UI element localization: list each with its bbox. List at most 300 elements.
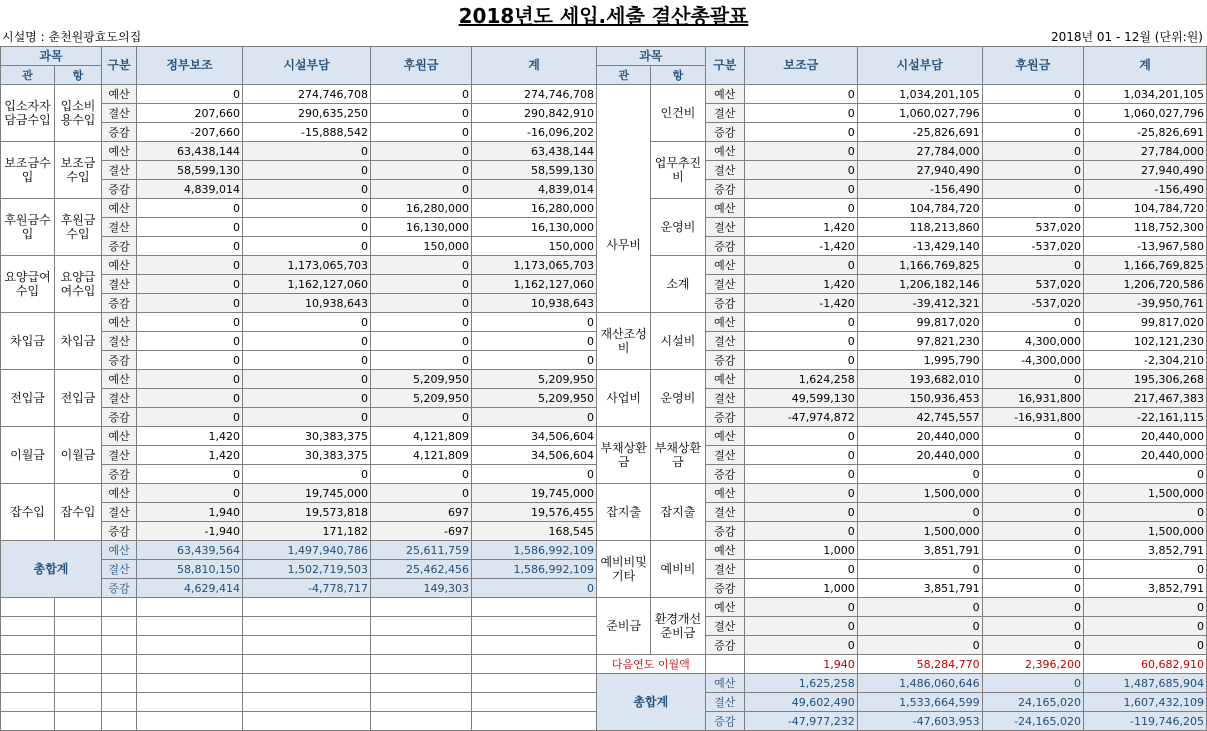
total-value-cell: -4,778,717 xyxy=(243,579,371,598)
expenditure-row xyxy=(597,85,1207,104)
value-cell: 0 xyxy=(472,465,597,484)
value-cell: 1,500,000 xyxy=(857,484,982,503)
value-cell: 0 xyxy=(1084,503,1207,522)
row-type-cell: 결산 xyxy=(705,275,744,294)
value-cell: 20,440,000 xyxy=(1084,446,1207,465)
empty-cell xyxy=(1,636,55,655)
empty-cell xyxy=(1,674,55,693)
empty-cell xyxy=(371,674,472,693)
total-value-cell: 0 xyxy=(982,674,1083,693)
value-cell: 0 xyxy=(982,123,1083,142)
revenue-hang-cell: 이월금 xyxy=(55,427,102,484)
row-type-cell: 증감 xyxy=(705,522,744,541)
value-cell: 0 xyxy=(857,598,982,617)
revenue-gwan-cell: 이월금 xyxy=(1,427,55,484)
carryover-value: 2,396,200 xyxy=(982,655,1083,674)
gwan-header: 관 xyxy=(1,66,55,85)
value-cell: -16,096,202 xyxy=(472,123,597,142)
carryover-value: 1,940 xyxy=(744,655,857,674)
value-cell: 0 xyxy=(243,465,371,484)
value-cell: 1,162,127,060 xyxy=(472,275,597,294)
value-cell: 1,206,182,146 xyxy=(857,275,982,294)
value-cell: -15,888,542 xyxy=(243,123,371,142)
empty-cell xyxy=(243,712,371,731)
value-cell: 1,000 xyxy=(744,579,857,598)
total-value-cell: 63,439,564 xyxy=(137,541,243,560)
carryover-label: 다음연도 이월액 xyxy=(597,655,706,674)
row-type-cell: 예산 xyxy=(705,427,744,446)
row-type-cell: 예산 xyxy=(705,598,744,617)
expenditure-row xyxy=(597,370,1207,389)
row-type-cell: 예산 xyxy=(102,541,137,560)
revenue-gwan-cell: 보조금수입 xyxy=(1,142,55,199)
carryover-value: 60,682,910 xyxy=(1084,655,1207,674)
value-cell: 0 xyxy=(472,408,597,427)
value-cell: 0 xyxy=(857,503,982,522)
row-type-cell: 예산 xyxy=(102,370,137,389)
value-cell: 0 xyxy=(472,313,597,332)
value-cell: 0 xyxy=(744,351,857,370)
empty-row xyxy=(1,598,597,617)
value-cell: 63,438,144 xyxy=(137,142,243,161)
total-value-cell: 49,602,490 xyxy=(744,693,857,712)
expenditure-table xyxy=(596,46,1207,731)
expenditure-row xyxy=(597,427,1207,446)
value-cell: 0 xyxy=(137,465,243,484)
value-cell: 0 xyxy=(744,636,857,655)
value-cell: -697 xyxy=(371,522,472,541)
row-type-cell: 예산 xyxy=(102,313,137,332)
total-value-cell: 0 xyxy=(472,579,597,598)
value-cell: 3,851,791 xyxy=(857,541,982,560)
value-cell: 0 xyxy=(982,370,1083,389)
revenue-row xyxy=(1,370,597,389)
expenditure-row xyxy=(597,598,1207,617)
value-cell: 16,130,000 xyxy=(371,218,472,237)
empty-cell xyxy=(137,674,243,693)
value-cell: -22,161,115 xyxy=(1084,408,1207,427)
value-cell: -2,304,210 xyxy=(1084,351,1207,370)
value-cell: 4,121,809 xyxy=(371,446,472,465)
value-cell: 19,573,818 xyxy=(243,503,371,522)
value-cell: 16,280,000 xyxy=(472,199,597,218)
value-cell: 1,173,065,703 xyxy=(243,256,371,275)
value-cell: 0 xyxy=(243,142,371,161)
row-type-cell: 예산 xyxy=(102,484,137,503)
value-cell: 19,745,000 xyxy=(472,484,597,503)
expenditure-hang-cell: 환경개선준비금 xyxy=(651,598,705,655)
expenditure-gwan-cell: 준비금 xyxy=(597,598,651,655)
revenue-row xyxy=(1,484,597,503)
subject-header: 과목 xyxy=(597,47,706,66)
value-cell: 3,852,791 xyxy=(1084,579,1207,598)
value-cell: 0 xyxy=(857,617,982,636)
value-cell: -13,967,580 xyxy=(1084,237,1207,256)
exp-col-header: 후원금 xyxy=(982,47,1083,85)
total-value-cell: 1,607,432,109 xyxy=(1084,693,1207,712)
total-value-cell: 25,611,759 xyxy=(371,541,472,560)
row-type-cell: 결산 xyxy=(102,389,137,408)
row-type-cell: 증감 xyxy=(102,579,137,598)
value-cell: 0 xyxy=(982,85,1083,104)
value-cell: -16,931,800 xyxy=(982,408,1083,427)
total-value-cell: -24,165,020 xyxy=(982,712,1083,731)
empty-cell xyxy=(55,674,102,693)
row-type-cell: 결산 xyxy=(102,104,137,123)
total-value-cell: 1,502,719,503 xyxy=(243,560,371,579)
value-cell: 63,438,144 xyxy=(472,142,597,161)
value-cell: 171,182 xyxy=(243,522,371,541)
total-value-cell: -119,746,205 xyxy=(1084,712,1207,731)
expenditure-hang-cell: 업무추진비 xyxy=(651,142,705,199)
total-value-cell: 1,486,060,646 xyxy=(857,674,982,693)
value-cell: 0 xyxy=(1084,465,1207,484)
revenue-hang-cell: 요양급여수입 xyxy=(55,256,102,313)
row-type-cell: 예산 xyxy=(705,313,744,332)
revenue-row xyxy=(1,427,597,446)
value-cell: 0 xyxy=(137,313,243,332)
value-cell: 4,839,014 xyxy=(137,180,243,199)
value-cell: 0 xyxy=(137,484,243,503)
row-type-cell: 증감 xyxy=(705,123,744,142)
value-cell: 1,000 xyxy=(744,541,857,560)
revenue-total-row xyxy=(1,541,597,560)
value-cell: 0 xyxy=(1084,636,1207,655)
value-cell: 0 xyxy=(243,332,371,351)
total-value-cell: 1,586,992,109 xyxy=(472,560,597,579)
expenditure-gwan-cell: 재산조성비 xyxy=(597,313,651,370)
expenditure-row xyxy=(597,199,1207,218)
row-type-cell: 증감 xyxy=(705,712,744,731)
empty-cell xyxy=(137,617,243,636)
expenditure-row xyxy=(597,484,1207,503)
value-cell: -4,300,000 xyxy=(982,351,1083,370)
expenditure-hang-cell: 부채상환금 xyxy=(651,427,705,484)
value-cell: 0 xyxy=(982,636,1083,655)
value-cell: 0 xyxy=(982,579,1083,598)
total-value-cell: 1,487,685,904 xyxy=(1084,674,1207,693)
row-type-cell: 결산 xyxy=(705,161,744,180)
expenditure-total-row xyxy=(597,674,1207,693)
value-cell: 0 xyxy=(137,370,243,389)
expenditure-row xyxy=(597,256,1207,275)
rev-col-header: 시설부담 xyxy=(243,47,371,85)
exp-col-header: 계 xyxy=(1084,47,1207,85)
value-cell: -1,940 xyxy=(137,522,243,541)
value-cell: 20,440,000 xyxy=(857,427,982,446)
empty-cell xyxy=(55,598,102,617)
value-cell: 0 xyxy=(1084,560,1207,579)
empty-cell xyxy=(1,693,55,712)
gubun-header: 구분 xyxy=(705,47,744,85)
value-cell: 49,599,130 xyxy=(744,389,857,408)
revenue-total-label: 총합계 xyxy=(1,541,102,598)
row-type-cell: 결산 xyxy=(102,218,137,237)
total-value-cell: 25,462,456 xyxy=(371,560,472,579)
value-cell: 0 xyxy=(982,446,1083,465)
exp-col-header: 시설부담 xyxy=(857,47,982,85)
value-cell: 0 xyxy=(744,85,857,104)
value-cell: 0 xyxy=(371,313,472,332)
value-cell: -156,490 xyxy=(1084,180,1207,199)
total-value-cell: -47,977,232 xyxy=(744,712,857,731)
row-type-cell: 예산 xyxy=(705,674,744,693)
total-value-cell: 1,497,940,786 xyxy=(243,541,371,560)
value-cell: 1,420 xyxy=(137,427,243,446)
revenue-gwan-cell: 후원금수입 xyxy=(1,199,55,256)
value-cell: 193,682,010 xyxy=(857,370,982,389)
empty-cell xyxy=(1,598,55,617)
gubun-header: 구분 xyxy=(102,47,137,85)
value-cell: 0 xyxy=(137,237,243,256)
empty-cell xyxy=(55,712,102,731)
empty-cell xyxy=(137,598,243,617)
value-cell: 27,940,490 xyxy=(1084,161,1207,180)
row-type-cell: 결산 xyxy=(705,503,744,522)
empty-cell xyxy=(371,712,472,731)
rev-col-header: 정부보조 xyxy=(137,47,243,85)
expenditure-row xyxy=(597,142,1207,161)
row-type-cell: 결산 xyxy=(705,332,744,351)
value-cell: 99,817,020 xyxy=(1084,313,1207,332)
empty-cell xyxy=(472,617,597,636)
period-label: 2018년 01 - 12월 (단위:원) xyxy=(1050,30,1203,44)
value-cell: 0 xyxy=(857,636,982,655)
row-type-cell: 예산 xyxy=(102,85,137,104)
carryover-value: 58,284,770 xyxy=(857,655,982,674)
value-cell: 290,635,250 xyxy=(243,104,371,123)
empty-cell xyxy=(102,655,137,674)
empty-cell xyxy=(371,617,472,636)
value-cell: 34,506,604 xyxy=(472,446,597,465)
empty-cell xyxy=(243,636,371,655)
value-cell: 42,745,557 xyxy=(857,408,982,427)
value-cell: 1,624,258 xyxy=(744,370,857,389)
row-type-cell: 증감 xyxy=(102,522,137,541)
value-cell: 5,209,950 xyxy=(472,370,597,389)
row-type-cell: 예산 xyxy=(102,142,137,161)
total-value-cell: -47,603,953 xyxy=(857,712,982,731)
value-cell: 0 xyxy=(371,294,472,313)
row-type-cell: 증감 xyxy=(102,408,137,427)
value-cell: 1,500,000 xyxy=(1084,484,1207,503)
value-cell: 0 xyxy=(982,180,1083,199)
value-cell: 0 xyxy=(744,199,857,218)
value-cell: 0 xyxy=(243,351,371,370)
value-cell: 0 xyxy=(982,503,1083,522)
empty-cell xyxy=(137,655,243,674)
value-cell: 5,209,950 xyxy=(472,389,597,408)
revenue-hang-cell: 전입금 xyxy=(55,370,102,427)
value-cell: 0 xyxy=(371,408,472,427)
value-cell: 0 xyxy=(744,465,857,484)
value-cell: 150,000 xyxy=(371,237,472,256)
row-type-cell: 증감 xyxy=(705,180,744,199)
revenue-gwan-cell: 잡수입 xyxy=(1,484,55,541)
revenue-row xyxy=(1,313,597,332)
row-type-cell: 증감 xyxy=(705,579,744,598)
row-type-cell: 결산 xyxy=(705,617,744,636)
row-type-cell: 증감 xyxy=(705,294,744,313)
value-cell: 0 xyxy=(371,465,472,484)
value-cell: 104,784,720 xyxy=(857,199,982,218)
revenue-hang-cell: 입소비용수입 xyxy=(55,85,102,142)
value-cell: 27,784,000 xyxy=(1084,142,1207,161)
row-type-cell: 예산 xyxy=(705,85,744,104)
value-cell: 1,034,201,105 xyxy=(1084,85,1207,104)
empty-cell xyxy=(472,655,597,674)
empty-cell xyxy=(102,674,137,693)
value-cell: 99,817,020 xyxy=(857,313,982,332)
value-cell: 5,209,950 xyxy=(371,389,472,408)
value-cell: 1,206,720,586 xyxy=(1084,275,1207,294)
empty-cell xyxy=(371,655,472,674)
revenue-hang-cell: 차입금 xyxy=(55,313,102,370)
row-type-cell: 결산 xyxy=(705,104,744,123)
value-cell: 27,940,490 xyxy=(857,161,982,180)
value-cell: -1,420 xyxy=(744,294,857,313)
rev-col-header: 후원금 xyxy=(371,47,472,85)
value-cell: 0 xyxy=(137,389,243,408)
value-cell: 0 xyxy=(243,408,371,427)
value-cell: 20,440,000 xyxy=(1084,427,1207,446)
value-cell: 30,383,375 xyxy=(243,446,371,465)
expenditure-gwan-cell: 잡지출 xyxy=(597,484,651,541)
value-cell: -537,020 xyxy=(982,237,1083,256)
empty-cell xyxy=(102,636,137,655)
empty-row xyxy=(1,712,597,731)
value-cell: 1,162,127,060 xyxy=(243,275,371,294)
expenditure-hang-cell: 운영비 xyxy=(651,199,705,256)
empty-cell xyxy=(243,674,371,693)
value-cell: 20,440,000 xyxy=(857,446,982,465)
hang-header: 항 xyxy=(55,66,102,85)
row-type-cell: 결산 xyxy=(102,275,137,294)
empty-row xyxy=(1,655,597,674)
empty-cell xyxy=(1,712,55,731)
value-cell: 1,420 xyxy=(137,446,243,465)
value-cell: 0 xyxy=(744,617,857,636)
empty-cell xyxy=(472,693,597,712)
value-cell: 168,545 xyxy=(472,522,597,541)
value-cell: 150,000 xyxy=(472,237,597,256)
value-cell: 0 xyxy=(371,275,472,294)
value-cell: -1,420 xyxy=(744,237,857,256)
empty-cell xyxy=(137,636,243,655)
value-cell: 0 xyxy=(243,370,371,389)
value-cell: 0 xyxy=(982,427,1083,446)
value-cell: 0 xyxy=(744,503,857,522)
revenue-gwan-cell: 전입금 xyxy=(1,370,55,427)
value-cell: 0 xyxy=(1084,598,1207,617)
row-type-cell: 증감 xyxy=(705,351,744,370)
value-cell: 0 xyxy=(137,256,243,275)
row-type-cell: 결산 xyxy=(705,218,744,237)
empty-cell xyxy=(55,693,102,712)
value-cell: 0 xyxy=(982,484,1083,503)
value-cell: 0 xyxy=(982,522,1083,541)
value-cell: 34,506,604 xyxy=(472,427,597,446)
value-cell: 0 xyxy=(243,218,371,237)
value-cell: 0 xyxy=(744,123,857,142)
value-cell: 0 xyxy=(744,104,857,123)
empty-cell xyxy=(243,598,371,617)
value-cell: 0 xyxy=(371,142,472,161)
value-cell: 0 xyxy=(982,598,1083,617)
revenue-hang-cell: 보조금수입 xyxy=(55,142,102,199)
row-type-cell: 예산 xyxy=(102,427,137,446)
value-cell: 0 xyxy=(744,598,857,617)
value-cell: -25,826,691 xyxy=(1084,123,1207,142)
value-cell: 10,938,643 xyxy=(472,294,597,313)
value-cell: 0 xyxy=(982,161,1083,180)
expenditure-total-label: 총합계 xyxy=(597,674,706,731)
row-type-cell: 예산 xyxy=(705,370,744,389)
empty-row xyxy=(1,617,597,636)
value-cell: -156,490 xyxy=(857,180,982,199)
expenditure-row xyxy=(597,313,1207,332)
value-cell: 0 xyxy=(982,104,1083,123)
value-cell: 0 xyxy=(744,522,857,541)
total-value-cell: 1,586,992,109 xyxy=(472,541,597,560)
value-cell: 0 xyxy=(982,256,1083,275)
empty-cell xyxy=(102,693,137,712)
row-type-cell: 예산 xyxy=(705,142,744,161)
value-cell: 16,931,800 xyxy=(982,389,1083,408)
expenditure-gwan-cell: 사업비 xyxy=(597,370,651,427)
row-type-cell: 예산 xyxy=(705,256,744,275)
row-type-cell: 결산 xyxy=(102,503,137,522)
row-type-cell: 결산 xyxy=(102,332,137,351)
value-cell: 1,940 xyxy=(137,503,243,522)
empty-cell xyxy=(55,617,102,636)
row-type-cell: 결산 xyxy=(102,446,137,465)
value-cell: 0 xyxy=(472,332,597,351)
row-type-cell: 증감 xyxy=(705,408,744,427)
value-cell: -39,950,761 xyxy=(1084,294,1207,313)
revenue-row xyxy=(1,199,597,218)
empty-cell xyxy=(472,598,597,617)
value-cell: 0 xyxy=(243,161,371,180)
value-cell: 0 xyxy=(243,237,371,256)
row-type-cell: 예산 xyxy=(705,199,744,218)
value-cell: 0 xyxy=(371,256,472,275)
value-cell: 0 xyxy=(982,142,1083,161)
value-cell: 0 xyxy=(371,332,472,351)
value-cell: 0 xyxy=(371,123,472,142)
row-type-cell: 증감 xyxy=(102,465,137,484)
empty-cell xyxy=(472,712,597,731)
revenue-table xyxy=(0,46,597,731)
expenditure-hang-cell: 운영비 xyxy=(651,370,705,427)
value-cell: 0 xyxy=(982,465,1083,484)
expenditure-hang-cell: 예비비 xyxy=(651,541,705,598)
empty-cell xyxy=(472,636,597,655)
empty-cell xyxy=(371,598,472,617)
expenditure-hang-cell: 잡지출 xyxy=(651,484,705,541)
row-type-cell: 증감 xyxy=(705,237,744,256)
expenditure-gwan-cell: 부채상환금 xyxy=(597,427,651,484)
value-cell: 0 xyxy=(137,85,243,104)
empty-cell xyxy=(55,636,102,655)
value-cell: 118,213,860 xyxy=(857,218,982,237)
value-cell: 0 xyxy=(744,427,857,446)
value-cell: 0 xyxy=(137,275,243,294)
value-cell: 1,166,769,825 xyxy=(1084,256,1207,275)
value-cell: 274,746,708 xyxy=(472,85,597,104)
value-cell: 537,020 xyxy=(982,218,1083,237)
total-value-cell: 149,303 xyxy=(371,579,472,598)
